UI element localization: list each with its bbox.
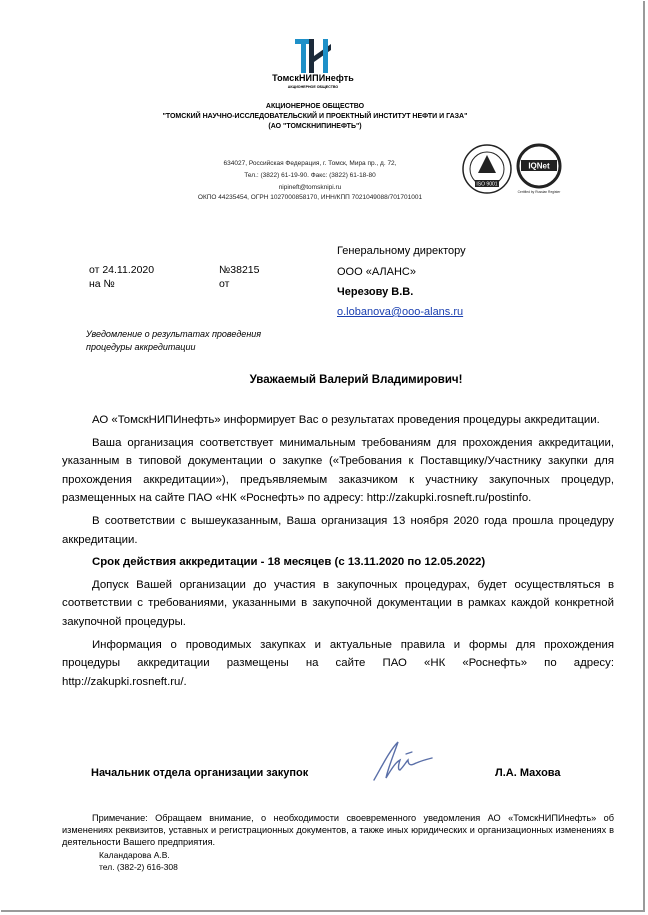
org-email: nipineft@tomsknipi.ru — [278, 184, 342, 191]
handwritten-signature — [368, 736, 438, 786]
letter-body — [62, 411, 614, 695]
signatory-title: Начальник отдела организации закупок — [91, 767, 309, 779]
body-paragraph-6: Информация о проводимых закупках и актуальные правила и формы для прохождения процедуры аккредитации размещены на сайте ПАО «НК «Роснефть» по адресу: http://zakupki.rosneft.ru/. — [62, 638, 614, 688]
reference-date: от — [219, 278, 230, 290]
address: 634027, Российская Федерация, г. Томск, Мира пр., д. 72, — [223, 160, 397, 167]
body-paragraph-2: Ваша организация соответствует минимальным требованиям для прохождения аккредитации, указанным в типовой документации о закупке («Требования к Поставщику/Участнику закупки для прохождения аккредитации»), предъявляемым заказчиком к участнику закупочных процедур, размещенных на сайте ПАО «НК «Роснефть» по адресу: http://zakupki.rosneft.ru/postinfo. — [62, 436, 614, 505]
logo-name: ТомскНИПИнефть — [272, 73, 354, 83]
recipient-email-link[interactable]: o.lobanova@ooo-alans.ru — [337, 306, 464, 318]
org-codes: ОКПО 44235454, ОГРН 1027000858170, ИНН/КПП 7021049088/701701001 — [197, 194, 423, 201]
iso-cert-seal-icon — [461, 143, 513, 195]
phone-fax: Тел.: (3822) 61-19-90. Факс: (3822) 61-18-80 — [244, 172, 376, 179]
body-paragraph-3: В соответствии с вышеуказанным, Ваша организация 13 ноября 2020 года прошла процедуру аккредитации. — [62, 514, 614, 546]
executor-name: Каландарова А.В. — [99, 850, 170, 860]
recipient-company: ООО «АЛАНС» — [337, 266, 416, 278]
cert2-top: IQNet — [528, 161, 550, 171]
body-paragraph-5: Допуск Вашей организации до участия в закупочных процедурах, будет осуществляться в соответствии с требованиями, указанными в закупочной документации в рамках каждой конкретной закупочной процедуры. — [62, 578, 614, 628]
body-paragraph-validity: Срок действия аккредитации - 18 месяцев (с 13.11.2020 по 12.05.2022) — [92, 556, 486, 569]
letter-number: №38215 — [219, 264, 260, 276]
executor-phone: тел. (382-2) 616-308 — [99, 862, 178, 872]
recipient-name: Черезову В.В. — [337, 286, 414, 298]
letter-subject: Уведомление о результатах проведения процедуры аккредитации — [86, 329, 262, 352]
footnote-text: Примечание: Обращаем внимание, о необходимости своевременного уведомления АО «ТомскНИПИнефть» об изменениях реквизитов, уставных и регистрационных документов, а также иных юридических и организационных изменениях в деятельности Вашего предприятия. — [62, 813, 614, 847]
company-logo — [293, 38, 333, 74]
salutation: Уважаемый Валерий Владимирович! — [249, 374, 463, 386]
org-line-2: "ТОМСКИЙ НАУЧНО-ИССЛЕДОВАТЕЛЬСКИЙ И ПРОЕКТНЫЙ ИНСТИТУТ НЕФТИ И ГАЗА" — [162, 113, 468, 120]
footnote — [62, 812, 614, 848]
org-line-3: (АО "ТОМСКНИПИНЕФТЬ") — [268, 123, 362, 130]
iqnet-cert-seal-icon — [513, 143, 565, 195]
body-paragraph-1: АО «ТомскНИПИнефть» информирует Вас о результатах проведения процедуры аккредитации. — [92, 414, 600, 426]
cert2-label: Certified by Russian Register — [517, 190, 561, 194]
reference-number: на № — [89, 278, 115, 290]
cert1-label: ISO 9001 — [476, 181, 498, 188]
letter-date: от 24.11.2020 — [89, 264, 155, 276]
signatory-name: Л.А. Махова — [495, 767, 561, 779]
org-line-1: АКЦИОНЕРНОЕ ОБЩЕСТВО — [265, 103, 365, 110]
logo-subtitle: АКЦИОНЕРНОЕ ОБЩЕСТВО — [287, 85, 339, 89]
recipient-position: Генеральному директору — [337, 245, 466, 257]
